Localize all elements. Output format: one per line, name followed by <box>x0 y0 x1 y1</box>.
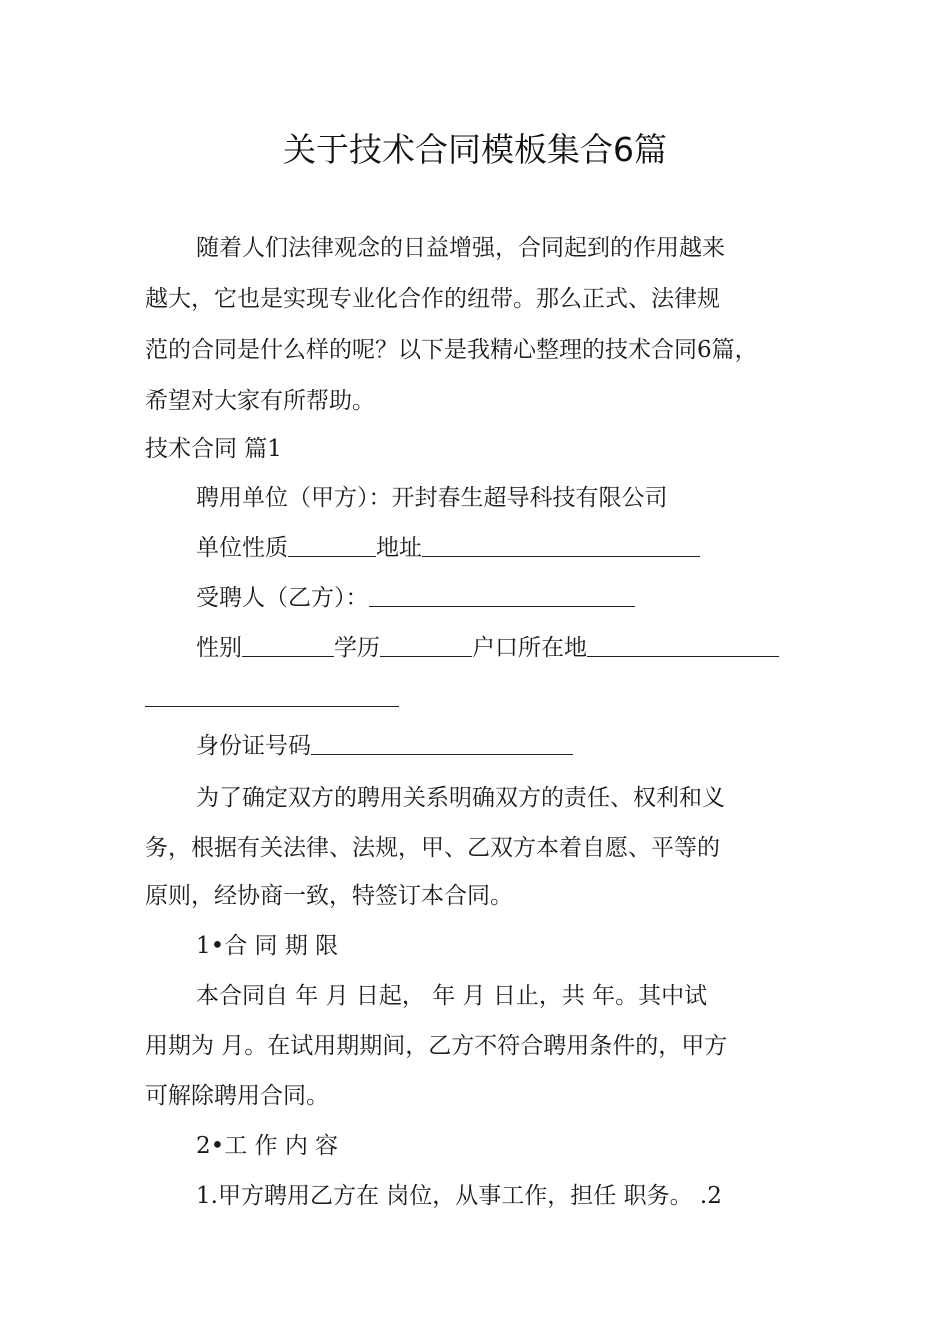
employee-label: 受聘人（乙方）： <box>196 585 369 611</box>
employee-blank <box>369 578 635 607</box>
clause-1-line-1: 本合同自 年 月 日起， 年 月 日止，共 年。其中试 <box>196 983 708 1009</box>
education-blank <box>380 628 472 657</box>
intro-line-4: 希望对大家有所帮助。 <box>145 388 375 414</box>
clause-1-line-2: 用期为 月。在试用期期间，乙方不符合聘用条件的，甲方 <box>145 1033 728 1059</box>
address-blank <box>422 528 700 557</box>
clause-2-title: 2•工 作 内 容 <box>196 1133 339 1159</box>
document-title: 关于技术合同模板集合6篇 <box>283 130 667 169</box>
address-label: 地址 <box>376 535 422 561</box>
employee-line <box>196 578 635 618</box>
clause-2-line-1: 1.甲方聘用乙方在 岗位，从事工作，担任 职务。 .2 <box>196 1183 722 1209</box>
clause-1-title: 1•合 同 期 限 <box>196 933 339 959</box>
id-line <box>196 726 573 766</box>
hukou-label: 户口所在地 <box>472 635 587 661</box>
gender-label: 性别 <box>196 635 242 661</box>
unit-nature-line <box>196 528 700 568</box>
hukou-blank <box>587 628 779 657</box>
intro-line-1: 随着人们法律观念的日益增强，合同起到的作用越来 <box>196 235 725 261</box>
gender-blank <box>242 628 334 657</box>
employer-line: 聘用单位（甲方）：开封春生超导科技有限公司 <box>196 485 668 511</box>
purpose-line-1: 为了确定双方的聘用关系明确双方的责任、权利和义 <box>196 785 725 811</box>
id-label: 身份证号码 <box>196 733 311 759</box>
clause-1-line-3: 可解除聘用合同。 <box>145 1083 329 1109</box>
unit-nature-blank <box>288 528 376 557</box>
section-heading: 技术合同 篇1 <box>145 436 282 462</box>
unit-nature-label: 单位性质 <box>196 535 288 561</box>
purpose-line-3: 原则，经协商一致，特签订本合同。 <box>145 883 513 909</box>
hukou-blank-continued <box>145 706 399 707</box>
id-blank <box>311 726 573 755</box>
gender-line <box>196 628 779 668</box>
intro-line-2: 越大，它也是实现专业化合作的纽带。那么正式、法律规 <box>145 286 720 312</box>
intro-line-3: 范的合同是什么样的呢？以下是我精心整理的技术合同6篇， <box>145 337 758 363</box>
purpose-line-2: 务，根据有关法律、法规，甲、乙双方本着自愿、平等的 <box>145 835 720 861</box>
education-label: 学历 <box>334 635 380 661</box>
